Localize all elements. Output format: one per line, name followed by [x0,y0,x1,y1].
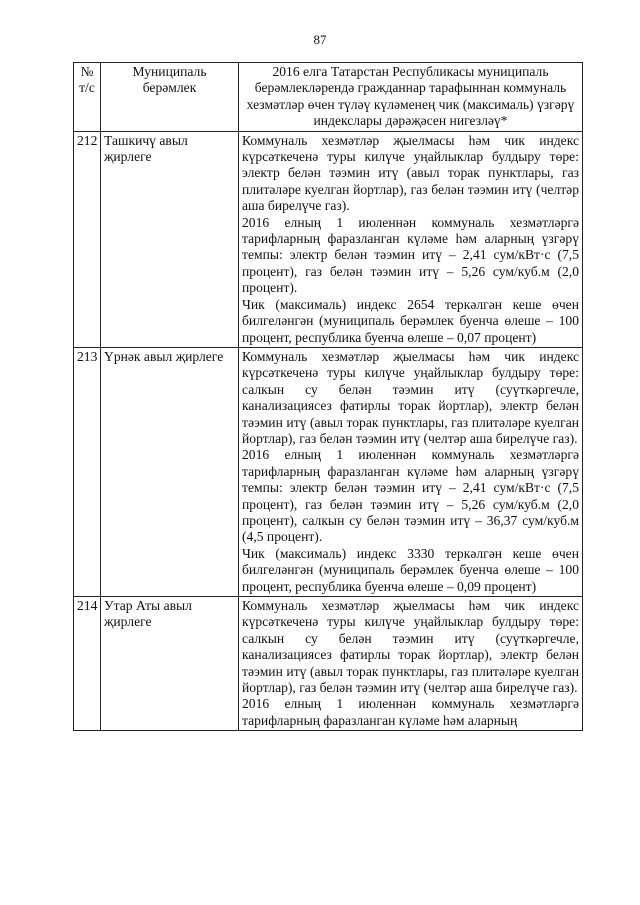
municipality-name: Үрнәк авыл җирлеге [101,347,239,596]
description-cell [239,597,583,731]
paragraph: 2016 елның 1 июленнән коммуналь хезмәтләргә тарифларның фаразланган күләме һәм аларның үзгәрү темпы: электр белән тәэмин итү – 2,41 сум/кВт·с (7,5 процент), газ белән тәэмин итү – 5,26 сум/куб.м (2,0 процент). [242,214,579,296]
tariff-index-table [73,62,583,731]
paragraph: Чик (максималь) индекс 2654 теркәлгән кеше өчен билгеләнгән (муниципаль берәмлек буенча өлеше – 100 процент, республика буенча өлеше – 0,07 процент) [242,296,579,345]
paragraph: Коммуналь хезмәтләр җыелмасы һәм чик индекс күрсәткеченә туры килүче уңайлыклар булдыру төре: салкын су белән тәэмин итү (суүткәргечле, канализациясез фатирлы торак йортлар), электр белән тәэмин итү (авыл торак пунктлары, газ плитәләре куелган йортлар), газ белән тәэмин итү (челтәр аша бирелүче газ). [242,598,579,696]
table-row [74,597,583,731]
municipality-name: Ташкичү авыл җирлеге [101,131,239,347]
header-number: № т/с [74,63,101,132]
paragraph: Чик (максималь) индекс 3330 теркәлгән кеше өчен билгеләнгән (муниципаль берәмлек буенча өлеше – 100 процент, республика буенча өлеше – 0,09 процент) [242,545,579,594]
row-number: 212 [74,131,101,347]
description-cell [239,131,583,347]
paragraph: 2016 елның 1 июленнән коммуналь хезмәтләргә тарифларның фаразланган күләме һәм аларның [242,696,579,728]
table-row [74,347,583,596]
header-description: 2016 елга Татарстан Республикасы муниципаль берәмлекләрендә гражданнар тарафыннан коммуналь хезмәтләр өчен түләү күләменең чик (максималь) үзгәрү индекслары дәрәҗәсен нигезләү* [239,63,583,132]
page-number: 87 [313,32,327,47]
table-header-row [74,63,583,132]
description-cell [239,347,583,596]
paragraph: Коммуналь хезмәтләр җыелмасы һәм чик индекс күрсәткеченә туры килүче уңайлыклар булдыру төре: электр белән тәэмин итү (авыл торак пунктлары, газ плитәләре куелган йортлар), газ белән тәэмин итү (челтәр аша бирелүче газ). [242,132,579,214]
table-row [74,131,583,347]
row-number: 214 [74,597,101,731]
paragraph: 2016 елның 1 июленнән коммуналь хезмәтләргә тарифларның фаразланган күләме һәм аларның үзгәрү темпы: электр белән тәэмин итү – 2,41 сум/кВт·с (7,5 процент), газ белән тәэмин итү – 5,26 сум/куб.м (2,0 процент), салкын су белән тәэмин итү – 36,37 сум/куб.м (4,5 процент). [242,447,579,545]
paragraph: Коммуналь хезмәтләр җыелмасы һәм чик индекс күрсәткеченә туры килүче уңайлыклар булдыру төре: салкын су белән тәэмин итү (суүткәргечле, канализациясез фатирлы торак йортлар), электр белән тәэмин итү (авыл торак пунктлары, газ плитәләре куелган йортлар), газ белән тәэмин итү (челтәр аша бирелүче газ). [242,348,579,446]
header-municipality: Муниципаль берәмлек [101,63,239,132]
municipality-name: Утар Аты авыл җирлеге [101,597,239,731]
row-number: 213 [74,347,101,596]
